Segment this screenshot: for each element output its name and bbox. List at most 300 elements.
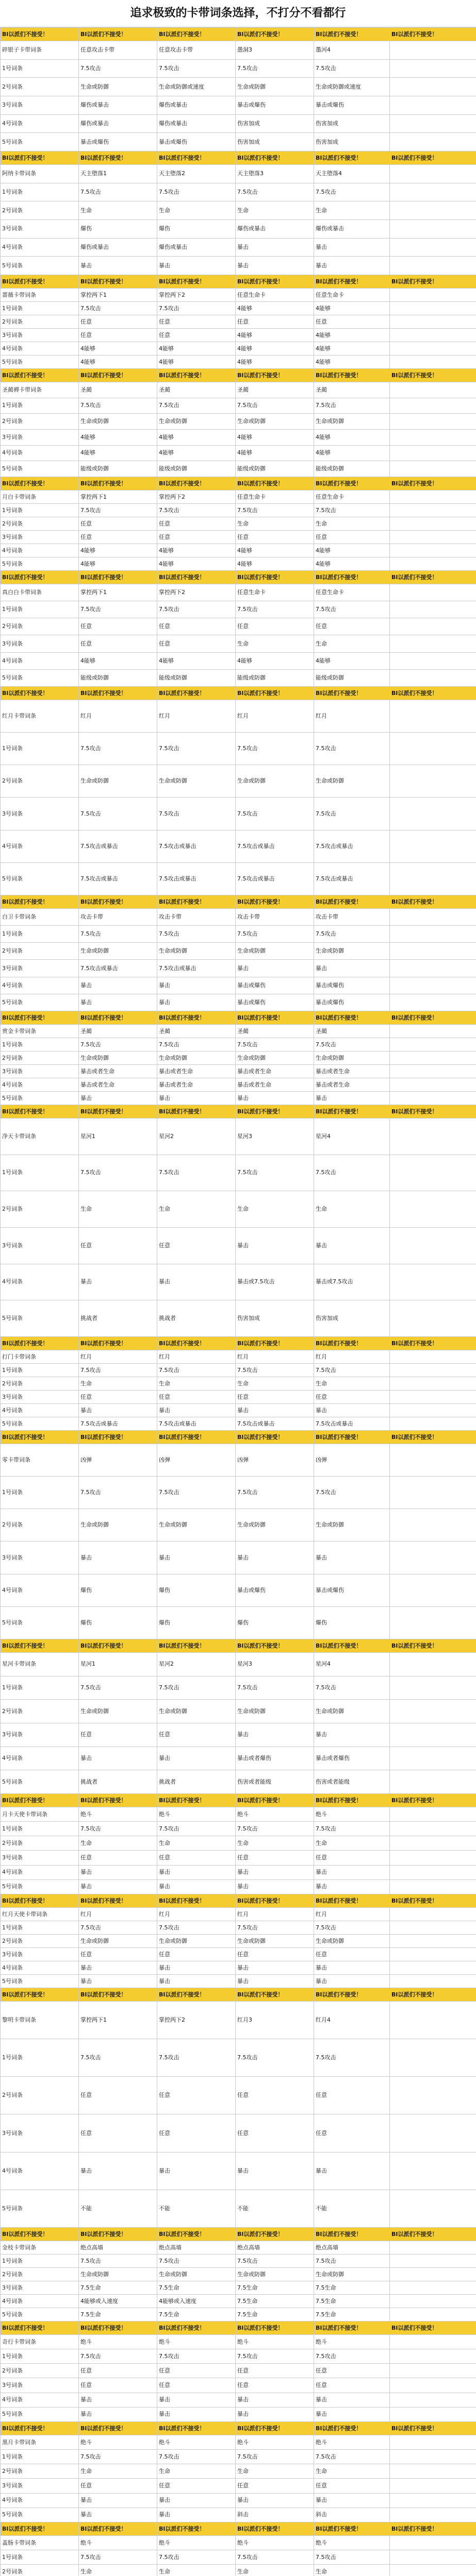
slot-card-cell: 绝斗 xyxy=(314,1807,390,1822)
blank-cell xyxy=(390,1676,476,1700)
header-cell: BI以派们不接受！ xyxy=(157,687,236,700)
header-cell: BI以派们不接受！ xyxy=(236,369,314,382)
stat-row-label: 1号词条 xyxy=(1,2255,79,2268)
blank-cell xyxy=(390,584,476,601)
stat-cell: 爆伤或暴击 xyxy=(314,219,390,238)
header-cell: BI以派们不接受！ xyxy=(157,895,236,909)
blank-cell xyxy=(390,2152,476,2190)
stat-cell: 暴击 xyxy=(236,1723,314,1747)
stat-row-label: 5号词条 xyxy=(1,557,79,571)
slot-card-cell: 绝斗 xyxy=(79,2435,157,2450)
header-cell: BI以派们不接受！ xyxy=(157,151,236,165)
slot-card-cell: 绝点高墙 xyxy=(79,2241,157,2255)
stat-row-label: 5号词条 xyxy=(1,1300,79,1337)
slot-card-cell: 红月 xyxy=(236,1908,314,1921)
stat-cell: 暴击 xyxy=(157,1264,236,1300)
slot-card-cell: 红月 xyxy=(79,700,157,733)
stat-cell: 4能够 xyxy=(314,355,390,369)
slot-card-cell: 掌控两下2 xyxy=(157,490,236,504)
blank-cell xyxy=(390,1541,476,1574)
stat-cell: 7.5攻击 xyxy=(79,798,157,830)
stat-row-label: 1号词条 xyxy=(1,733,79,765)
stat-cell: 7.5攻击 xyxy=(314,1676,390,1700)
stat-row xyxy=(1,1574,476,1606)
stat-cell: 任意 xyxy=(157,2114,236,2152)
stat-cell: 4能够 xyxy=(79,342,157,355)
stat-cell: 暴击或者生命 xyxy=(157,1078,236,1092)
header-cell: BI以派们不接受！ xyxy=(236,2422,314,2435)
blank-cell xyxy=(390,557,476,571)
stat-cell: 4能够 xyxy=(314,544,390,557)
stat-cell: 7.5攻击或暴击 xyxy=(314,830,390,862)
stat-cell: 暴击 xyxy=(79,1961,157,1975)
stat-cell: 暴击 xyxy=(79,257,157,275)
slot-card-cell: 凶弹 xyxy=(157,1444,236,1477)
blank-cell xyxy=(390,2479,476,2493)
stat-row xyxy=(1,1417,476,1431)
blank-cell xyxy=(390,977,476,994)
blank-cell xyxy=(390,2308,476,2321)
stat-cell: 4能够 xyxy=(79,544,157,557)
stat-row xyxy=(1,2308,476,2321)
blank-cell xyxy=(390,994,476,1011)
blank-cell xyxy=(390,862,476,895)
card-name: 月卡天使卡带词条 xyxy=(1,1807,79,1822)
header-cell: BI以派们不接受！ xyxy=(390,2321,476,2335)
stat-row xyxy=(1,1961,476,1975)
stat-cell: 暴击 xyxy=(314,1541,390,1574)
stat-row-label: 1号词条 xyxy=(1,504,79,517)
stat-cell: 7.5攻击 xyxy=(236,601,314,618)
stat-row-label: 2号词条 xyxy=(1,2464,79,2479)
blank-cell xyxy=(390,1191,476,1228)
blank-cell xyxy=(390,342,476,355)
stat-row xyxy=(1,1364,476,1377)
card-name: 黑月卡带词条 xyxy=(1,2435,79,2450)
stat-row xyxy=(1,1935,476,1948)
stat-cell: 生命或防御 xyxy=(314,1935,390,1948)
stat-row xyxy=(1,2464,476,2479)
stat-cell: 任意 xyxy=(236,315,314,329)
stat-cell: 4能够 xyxy=(79,429,157,445)
blank-cell xyxy=(390,1807,476,1822)
card-stat-sheet xyxy=(0,27,476,2576)
stat-row-label: 3号词条 xyxy=(1,1391,79,1404)
stat-cell: 7.5生命 xyxy=(79,2281,157,2295)
stat-row-label: 4号词条 xyxy=(1,114,79,133)
header-cell: BI以派们不接受！ xyxy=(157,28,236,41)
stat-row-label: 2号词条 xyxy=(1,765,79,798)
stat-cell: 生命或防御 xyxy=(236,1509,314,1541)
stat-row xyxy=(1,302,476,315)
stat-cell: 7.5攻击 xyxy=(79,1676,157,1700)
blank-cell xyxy=(390,78,476,96)
header-cell: BI以派们不接受！ xyxy=(157,1431,236,1444)
stat-cell: 任意 xyxy=(79,1391,157,1404)
stat-cell: 7.5攻击 xyxy=(79,1921,157,1935)
stat-row-label: 3号词条 xyxy=(1,96,79,114)
stat-row-label: 2号词条 xyxy=(1,1700,79,1723)
header-cell: BI以派们不接受！ xyxy=(157,2228,236,2241)
slot-card-cell: 任意攻击卡带 xyxy=(157,41,236,60)
stat-cell: 爆伤 xyxy=(79,219,157,238)
stat-cell: 斜击 xyxy=(314,2507,390,2522)
stat-cell: 4能够 xyxy=(157,429,236,445)
stat-row xyxy=(1,1865,476,1879)
blank-cell xyxy=(390,2464,476,2479)
stat-cell: 伤害加成 xyxy=(314,114,390,133)
stat-cell: 4能够 xyxy=(236,355,314,369)
header-cell: BI以派们不接受！ xyxy=(1,687,79,700)
slot-card-cell: 绝斗 xyxy=(314,2536,390,2550)
header-cell: BI以派们不接受！ xyxy=(79,477,157,490)
slot-card-cell: 星河1 xyxy=(79,1653,157,1676)
stat-cell: 生命或防御 xyxy=(236,2268,314,2281)
stat-cell: 生命或防御 xyxy=(236,78,314,96)
stat-cell: 爆伤 xyxy=(236,1606,314,1639)
slot-card-cell: 圣蔺 xyxy=(314,382,390,398)
header-cell: BI以派们不接受！ xyxy=(157,1988,236,2002)
stat-cell: 7.5攻击 xyxy=(314,398,390,414)
stat-cell: 暴击 xyxy=(314,2407,390,2421)
stat-cell: 生命 xyxy=(157,2464,236,2479)
stat-cell: 任意 xyxy=(157,329,236,342)
stat-row xyxy=(1,635,476,652)
blank-cell xyxy=(390,1822,476,1836)
header-cell: BI以派们不接受！ xyxy=(314,477,390,490)
header-cell: BI以派们不接受！ xyxy=(157,1894,236,1908)
stat-row-label: 2号词条 xyxy=(1,2565,79,2576)
stat-cell: 暴击或者生命 xyxy=(157,1065,236,1078)
stat-row xyxy=(1,2565,476,2576)
blank-cell xyxy=(390,700,476,733)
stat-row-label: 4号词条 xyxy=(1,1264,79,1300)
stat-cell: 生命或防御 xyxy=(314,943,390,960)
stat-row-label: 4号词条 xyxy=(1,1574,79,1606)
stat-cell: 7.5攻击 xyxy=(314,1921,390,1935)
blank-cell xyxy=(390,183,476,201)
blank-cell xyxy=(390,1836,476,1851)
stat-row xyxy=(1,315,476,329)
stat-cell: 生命 xyxy=(79,1836,157,1851)
stat-row xyxy=(1,2479,476,2493)
stat-cell: 生命或防御 xyxy=(79,78,157,96)
blank-cell xyxy=(390,1052,476,1065)
stat-row-label: 5号词条 xyxy=(1,257,79,275)
stat-cell: 4能够 xyxy=(314,342,390,355)
header-cell: BI以派们不接受！ xyxy=(79,275,157,289)
stat-cell: 7.5攻击 xyxy=(157,2255,236,2268)
stat-row-label: 1号词条 xyxy=(1,59,79,78)
header-cell: BI以派们不接受！ xyxy=(390,1011,476,1025)
stat-cell: 挑战者 xyxy=(157,1770,236,1794)
stat-row-label: 3号词条 xyxy=(1,2479,79,2493)
stat-cell: 暴击 xyxy=(314,1865,390,1879)
stat-cell: 7.5攻击 xyxy=(79,504,157,517)
stat-cell: 生命或防御 xyxy=(314,414,390,430)
card-name-row xyxy=(1,2335,476,2349)
header-cell: BI以派们不接受！ xyxy=(390,477,476,490)
blank-cell xyxy=(390,2507,476,2522)
slot-card-cell: 圣蔺 xyxy=(79,382,157,398)
slot-card-cell: 红月 xyxy=(314,1908,390,1921)
blank-cell xyxy=(390,2435,476,2450)
stat-row xyxy=(1,669,476,686)
stat-row-label: 2号词条 xyxy=(1,2077,79,2114)
stat-cell: 暴击或爆伤 xyxy=(314,1574,390,1606)
stat-row xyxy=(1,429,476,445)
blank-cell xyxy=(390,2493,476,2507)
blank-cell xyxy=(390,1417,476,1431)
card-name-row xyxy=(1,165,476,183)
stat-cell: 任意 xyxy=(236,2114,314,2152)
blank-cell xyxy=(390,1948,476,1961)
stat-row xyxy=(1,2393,476,2407)
stat-row xyxy=(1,2550,476,2565)
stat-cell: 7.5攻击 xyxy=(236,1364,314,1377)
stat-cell: 4能够 xyxy=(236,342,314,355)
header-cell: BI以派们不接受！ xyxy=(157,275,236,289)
stat-cell: 7.5攻击 xyxy=(157,302,236,315)
stat-row xyxy=(1,994,476,1011)
card-name: 阿纳卡带词条 xyxy=(1,165,79,183)
header-cell: BI以派们不接受！ xyxy=(1,1011,79,1025)
slot-card-cell: 愚洞3 xyxy=(236,41,314,60)
stat-cell: 任意 xyxy=(157,531,236,544)
stat-cell: 7.5攻击 xyxy=(236,59,314,78)
stat-cell: 7.5攻击 xyxy=(157,1921,236,1935)
card-name-row xyxy=(1,1350,476,1364)
blank-cell xyxy=(390,2077,476,2114)
stat-cell: 不能 xyxy=(157,2190,236,2227)
stat-row xyxy=(1,652,476,669)
stat-row-label: 5号词条 xyxy=(1,355,79,369)
card-name: 白卫卡带词条 xyxy=(1,909,79,926)
stat-row xyxy=(1,1700,476,1723)
slot-card-cell: 绝斗 xyxy=(236,2536,314,2550)
slot-card-cell: 掌控两下2 xyxy=(157,289,236,302)
slot-card-cell: 任意生命卡 xyxy=(236,490,314,504)
stat-row-label: 1号词条 xyxy=(1,398,79,414)
header-cell: BI以派们不接受！ xyxy=(390,1894,476,1908)
stat-row xyxy=(1,943,476,960)
stat-row xyxy=(1,2152,476,2190)
header-cell: BI以派们不接受！ xyxy=(79,2422,157,2435)
stat-row xyxy=(1,1377,476,1391)
slot-card-cell: 天主堕落1 xyxy=(79,165,157,183)
stat-cell: 7.5攻击 xyxy=(236,926,314,943)
stat-cell: 7.5攻击 xyxy=(314,1822,390,1836)
section-header-row xyxy=(1,895,476,909)
stat-row-label: 3号词条 xyxy=(1,1851,79,1865)
stat-cell: 7.5攻击 xyxy=(236,2039,314,2077)
header-cell: BI以派们不接受！ xyxy=(1,2522,79,2536)
slot-card-cell: 圣蔺 xyxy=(236,1025,314,1038)
stat-cell: 暴击 xyxy=(79,2507,157,2522)
stat-cell: 4能够或入速度 xyxy=(157,2295,236,2308)
stat-row xyxy=(1,2295,476,2308)
stat-cell: 7.5攻击 xyxy=(314,1364,390,1377)
stat-row-label: 2号词条 xyxy=(1,943,79,960)
stat-row-label: 5号词条 xyxy=(1,669,79,686)
stat-cell: 7.5攻击 xyxy=(157,398,236,414)
stat-row-label: 5号词条 xyxy=(1,862,79,895)
stat-cell: 7.5攻击 xyxy=(314,926,390,943)
stat-row xyxy=(1,2268,476,2281)
stat-row xyxy=(1,601,476,618)
stat-cell: 生命 xyxy=(314,201,390,220)
stat-cell: 生命或防御 xyxy=(79,1700,157,1723)
blank-cell xyxy=(390,2114,476,2152)
stat-cell: 生命或防御 xyxy=(157,1509,236,1541)
stat-cell: 7.5攻击 xyxy=(157,504,236,517)
stat-cell: 7.5攻击 xyxy=(236,2255,314,2268)
slot-card-cell: 绝点高墙 xyxy=(157,2241,236,2255)
stat-cell: 任意 xyxy=(79,2077,157,2114)
header-cell: BI以派们不接受！ xyxy=(236,151,314,165)
header-cell: BI以派们不接受！ xyxy=(236,1337,314,1350)
section-header-row xyxy=(1,1639,476,1653)
stat-cell: 暴击 xyxy=(236,2407,314,2421)
stat-cell: 生命或防御 xyxy=(236,765,314,798)
stat-cell: 生命 xyxy=(236,2464,314,2479)
stat-cell: 任意 xyxy=(314,1948,390,1961)
stat-cell: 7.5攻击 xyxy=(157,733,236,765)
blank-cell xyxy=(390,1879,476,1894)
stat-cell: 7.5攻击 xyxy=(157,1038,236,1052)
stat-row xyxy=(1,1264,476,1300)
blank-cell xyxy=(390,201,476,220)
stat-cell: 4能够 xyxy=(79,445,157,461)
slot-card-cell: 任意生命卡 xyxy=(236,584,314,601)
header-cell: BI以派们不接受！ xyxy=(236,1794,314,1807)
blank-cell xyxy=(390,601,476,618)
card-name-row xyxy=(1,2536,476,2550)
blank-cell xyxy=(390,1921,476,1935)
section-header-row xyxy=(1,28,476,41)
stat-row-label: 5号词条 xyxy=(1,461,79,477)
card-name: 金枝卡带词条 xyxy=(1,2241,79,2255)
stat-cell: 7.5攻击 xyxy=(79,2550,157,2565)
stat-row-label: 2号词条 xyxy=(1,517,79,531)
stat-row xyxy=(1,862,476,895)
stat-row-label: 3号词条 xyxy=(1,219,79,238)
blank-cell xyxy=(390,517,476,531)
slot-card-cell: 任意生命卡 xyxy=(236,289,314,302)
stat-row-label: 2号词条 xyxy=(1,1191,79,1228)
stat-cell: 暴击 xyxy=(236,2393,314,2407)
stat-cell: 任意 xyxy=(157,2479,236,2493)
header-cell: BI以派们不接受！ xyxy=(79,1431,157,1444)
stat-cell: 暴击或爆伤 xyxy=(157,133,236,151)
stat-cell: 7.5攻击 xyxy=(79,733,157,765)
stat-row-label: 1号词条 xyxy=(1,1921,79,1935)
stat-cell: 生命或防御 xyxy=(314,2268,390,2281)
stat-cell: 4能够 xyxy=(157,557,236,571)
blank-cell xyxy=(390,1700,476,1723)
stat-cell: 任意 xyxy=(79,618,157,635)
card-name-row xyxy=(1,490,476,504)
slot-card-cell: 红月 xyxy=(314,700,390,733)
slot-card-cell: 红月 xyxy=(314,1350,390,1364)
blank-cell xyxy=(390,2364,476,2378)
blank-cell xyxy=(390,2002,476,2039)
blank-cell xyxy=(390,490,476,504)
stat-cell: 生命 xyxy=(236,517,314,531)
stat-cell: 7.5攻击 xyxy=(157,1676,236,1700)
slot-card-cell: 星河2 xyxy=(157,1118,236,1155)
stat-cell: 暴击 xyxy=(79,1747,157,1770)
stat-cell: 能级或防御 xyxy=(79,669,157,686)
stat-cell: 4能够 xyxy=(157,544,236,557)
stat-cell: 7.5攻击 xyxy=(157,601,236,618)
stat-row xyxy=(1,765,476,798)
stat-row xyxy=(1,1541,476,1574)
header-cell: BI以派们不接受！ xyxy=(314,151,390,165)
stat-row-label: 2号词条 xyxy=(1,1509,79,1541)
stat-cell: 暴击 xyxy=(79,1865,157,1879)
stat-row-label: 1号词条 xyxy=(1,1364,79,1377)
stat-row xyxy=(1,2077,476,2114)
section-header-row xyxy=(1,369,476,382)
stat-cell: 任意 xyxy=(314,2479,390,2493)
slot-card-cell: 绝斗 xyxy=(314,2335,390,2349)
stat-cell: 伤害加成 xyxy=(236,1300,314,1337)
stat-cell: 暴击 xyxy=(157,2507,236,2522)
stat-row-label: 2号词条 xyxy=(1,1377,79,1391)
slot-card-cell: 掌控两下1 xyxy=(79,584,157,601)
stat-cell: 4能够 xyxy=(236,329,314,342)
stat-row-label: 4号词条 xyxy=(1,2393,79,2407)
header-cell: BI以派们不接受！ xyxy=(1,2321,79,2335)
slot-card-cell: 红月 xyxy=(157,1350,236,1364)
stat-cell: 任意 xyxy=(236,1391,314,1404)
stat-row-label: 1号词条 xyxy=(1,926,79,943)
stat-cell: 生命或防御 xyxy=(314,1052,390,1065)
stat-row-label: 4号词条 xyxy=(1,1404,79,1417)
blank-cell xyxy=(390,798,476,830)
header-cell: BI以派们不接受！ xyxy=(236,477,314,490)
stat-cell: 暴击或爆伤 xyxy=(236,977,314,994)
stat-row xyxy=(1,398,476,414)
stat-cell: 7.5攻击或暴击 xyxy=(157,862,236,895)
stat-cell: 4能够 xyxy=(236,429,314,445)
stat-cell: 任意 xyxy=(157,1948,236,1961)
section-header-row xyxy=(1,2422,476,2435)
stat-row-label: 2号词条 xyxy=(1,315,79,329)
card-name-row xyxy=(1,2435,476,2450)
slot-card-cell: 圣蔺 xyxy=(79,1025,157,1038)
stat-cell: 7.5攻击 xyxy=(236,398,314,414)
stat-row xyxy=(1,78,476,96)
stat-row xyxy=(1,2493,476,2507)
slot-card-cell: 星河1 xyxy=(79,1118,157,1155)
blank-cell xyxy=(390,461,476,477)
stat-cell: 任意 xyxy=(236,531,314,544)
stat-cell: 7.5攻击或暴击 xyxy=(79,1417,157,1431)
card-name: 圣蔺褥卡带词条 xyxy=(1,382,79,398)
blank-cell xyxy=(390,1155,476,1191)
blank-cell xyxy=(390,445,476,461)
section-header-row xyxy=(1,1988,476,2002)
header-cell: BI以派们不接受！ xyxy=(79,1105,157,1118)
slot-card-cell: 圣蔺 xyxy=(157,382,236,398)
stat-cell: 暴击 xyxy=(236,960,314,977)
stat-cell: 7.5攻击 xyxy=(236,733,314,765)
stat-cell: 暴击 xyxy=(79,2152,157,2190)
stat-row-label: 5号词条 xyxy=(1,2308,79,2321)
stat-cell: 7.5攻击 xyxy=(157,2349,236,2364)
